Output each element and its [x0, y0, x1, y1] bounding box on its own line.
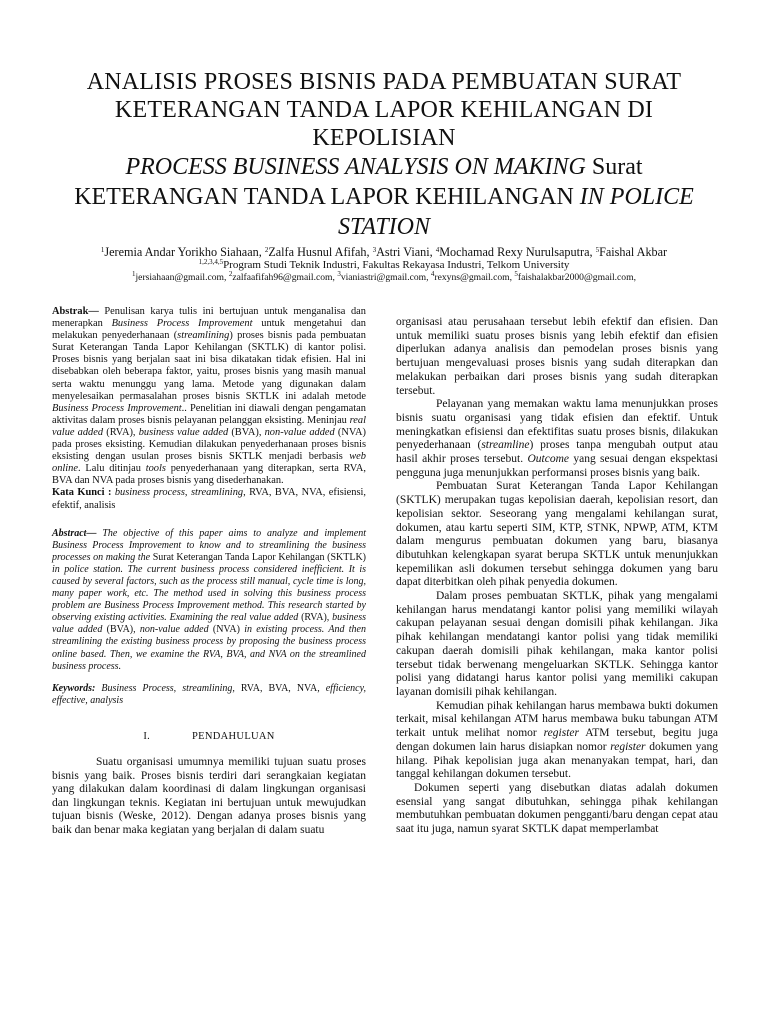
- abstract-paragraph: Abstract— The objective of this paper aims to analyze and implement Business Process Improvement to know and to streamlining the business processes on making the Surat Keterangan Tanda Lapor Kehilangan (SKTLK) in police station. The current business process considered inefficient. It is caused by several factors, such as the process still manual, cycle time is long, many paper work, etc. The method used in solving this business process problem are Business Process Improvement method. This research started by observing existing activities. Examining the real value added (RVA), business value added (BVA), non-value added (NVA) in existing process. And then streamlining the existing business process by proposing the business process online based. Then, we examine the RVA, BVA, and NVA on the streamlined business process.: [52, 527, 366, 672]
- title-en-line-3: STATION: [337, 214, 430, 240]
- title-id-line-2: KETERANGAN TANDA LAPOR KEHILANGAN DI: [114, 97, 654, 123]
- abstrak-paragraph: Abstrak— Penulisan karya tulis ini bertujuan untuk menganalisa dan menerapkan Business Process Improvement untuk mengetahui dan melakukan penyederhanaan (streamlining) proses bisnis pada pembuatan Surat Keterangan Tanda Lapor Kehilangan (SKTLK) di kantor polisi. Proses bisnis yang berjalan saat ini bisa dikatakan tidak efisien. Hal ini disebabkan oleh beberapa faktor, yaitu, proses bisnis yang masih manual serta waktu menunggu yang lama. Metode yang digunakan dalam menyelesaikan permasalahan proses bisnis SKTLK ini adalah metode Business Process Improvement.. Penelitian ini diawali dengan pengamatan aktivitas dalam proses bisnis pelayanan pelanggan eksisting. Meninjau real value added (RVA), business value added (BVA), non-value added (NVA) pada proses eksisting. Kemudian dilakukan penyederhanaan proses bisnis eksisting dengan usulan proses bisnis SKTLK menjadi berbasis web online. Lalu ditinjau tools penyederhanaan yang diterapkan, serta RVA, BVA dan NVA pada proses bisnis yang disederhanakan.: [52, 306, 367, 487]
- abstract-label: Abstract—: [52, 527, 97, 539]
- keywords-label: Keywords:: [52, 682, 96, 694]
- author-name: Faishal Akbar: [599, 245, 668, 259]
- kata-kunci-label: Kata Kunci :: [52, 487, 112, 499]
- author-email: rexyns@gmail.com,: [434, 272, 515, 283]
- author-email: zalfaafifah96@gmail.com,: [232, 272, 338, 283]
- title-id-line-1: ANALISIS PROSES BISNIS PADA PEMBUATAN SURAT: [86, 69, 682, 95]
- body-paragraph: Kemudian pihak kehilangan harus membawa bukti dokumen terkait, misal kehilangan ATM harus membawa buku tabungan ATM terkait untuk melihat nomor register ATM tersebut, begitu juga dengan dokumen lain harus disiapkan nomor register dokumen yang hilang. Pihak kepolisian juga akan menanyakan tempat, hari, dan tanggal kehilangan dokumen tersebut.: [396, 699, 719, 781]
- title-en-line-2: KETERANGAN TANDA LAPOR KEHILANGAN IN POLICE: [74, 184, 694, 210]
- kata-kunci: Kata Kunci : business process, streamlining, RVA, BVA, NVA, efisiensi, efektif, analisis: [52, 487, 367, 511]
- affiliation: $^{1,2,3,4,5}$Program Studi Teknik Industri, Fakultas Rekayasa Industri, Telkom University: [198, 258, 570, 271]
- author-list: $^1$Jeremia Andar Yorikho Siahaan, $^2$Zalfa Husnul Afifah, $^3$Astri Viani, $^4$Mochamad Rexy Nurulsaputra, $^5$Faishal Akbar: [100, 245, 668, 259]
- title-block: [52, 0, 716, 242]
- author-email: faishalakbar2000@gmail.com,: [517, 272, 636, 283]
- author-name: Astri Viani,: [376, 245, 436, 259]
- title-id-line-3: KEPOLISIAN: [312, 125, 456, 151]
- author-name: Mochamad Rexy Nurulsaputra,: [439, 245, 596, 259]
- body-paragraph: organisasi atau perusahaan tersebut lebih efektif dan efisien. Dan untuk memiliki suatu proses bisnis yang lebih efektif dan efisien diperlukan adanya analisis dan pemodelan proses bisnis yang bertujuan mengevaluasi proses bisnis yang sudah diterapkan dan melakukan perbaikan dari proses bisnis yang sudah diterapkan tersebut.: [396, 316, 718, 397]
- keywords: Keywords: Business Process, streamlining, RVA, BVA, NVA, efficiency, effective, analysis: [52, 682, 366, 706]
- author-name: Zalfa Husnul Afifah,: [268, 245, 373, 259]
- left-column: [52, 306, 366, 837]
- author-name: Jeremia Andar Yorikho Siahaan,: [104, 245, 265, 259]
- two-column-body: [52, 306, 718, 837]
- author-email: vianiastri@gmail.com,: [340, 272, 431, 283]
- body-paragraph: Pelayanan yang memakan waktu lama menunjukkan proses bisnis suatu organisasi yang tidak efisien dan efektif. Untuk meningkatkan efisiensi dan efektifitas suatu proses bisnis, dilakukan penyederhanaan (streamline) proses tanpa mengubah output atau hasil akhir proses tersebut. Outcome yang sesuai dengan ekspektasi pengguna juga menunjukkan performansi proses bisnis yang baik.: [396, 398, 719, 479]
- intro-paragraph: Suatu organisasi umumnya memiliki tujuan suatu proses bisnis yang baik. Proses bisnis terdiri dari serangkaian kegiatan yang dilakukan dalam koordinasi di dalam lingkungan organisasi dan lingkungan teknis. Kegiatan ini bertujuan untuk mewujudkan tujuan bisnis (Weske, 2012). Dengan adanya proses bisnis yang baik dan benar maka kegiatan yang berjalan di dalam suatu: [52, 755, 366, 836]
- author-email: jersiahaan@gmail.com,: [135, 272, 229, 283]
- body-paragraph: Pembuatan Surat Keterangan Tanda Lapor Kehilangan (SKTLK) merupakan tugas kepolisian daerah, kepolisian resort, dan kepolisian sektor. Seseorang yang mengalami kehilangan surat, dokumen, atau kartu seperti SIM, KTP, STNK, NPWP, ATM, KTM dalam mengurus pembuatan dokumen yang baru, biasanya dibutuhkan kelengkapan syarat berupa SKTLK untuk menunjukkan kepemilikan asli dokumen tersebut sehingga dokumen yang baru dapat diterbitkan oleh pihak penyedia dokumen.: [396, 480, 718, 589]
- title-en-line-1: PROCESS BUSINESS ANALYSIS ON MAKING Surat: [125, 154, 643, 180]
- body-paragraph: Dokumen seperti yang disebutkan diatas adalah dokumen esensial yang sangat dibutuhkan, sehingga pihak kehilangan membutuhkan pembuatan dokumen pengganti/baru dengan cepat atau saat itu juga, namun syarat SKTLK dapat memperlambat: [396, 781, 718, 836]
- right-column: [396, 316, 718, 837]
- body-paragraph: Dalam proses pembuatan SKTLK, pihak yang mengalami kehilangan harus mendatangi kantor polisi yang memiliki wilayah cakupan pelayanan sesuai dengan domisili pihak kehilangan. Jika pihak kehilangan mendatangi kantor polisi yang tidak memiliki cakupan daerah domisili pihak kehilangan, maka kantor polisi tersebut tidak berwenang mengeluarkan SKTLK. Sehingga kantor polisi yang didatangi harus kantor polisi yang memiliki cakupan layanan domisili pihak kehilangan.: [396, 590, 718, 698]
- abstrak-label: Abstrak—: [52, 306, 99, 317]
- section-heading: I. PENDAHULUAN: [143, 730, 275, 742]
- email-list: $^1$jersiahaan@gmail.com, $^2$zalfaafifah96@gmail.com, $^3$vianiastri@gmail.com, $^4$rexyns@gmail.com, $^5$faishalakbar2000@gmail.com,: [132, 270, 636, 283]
